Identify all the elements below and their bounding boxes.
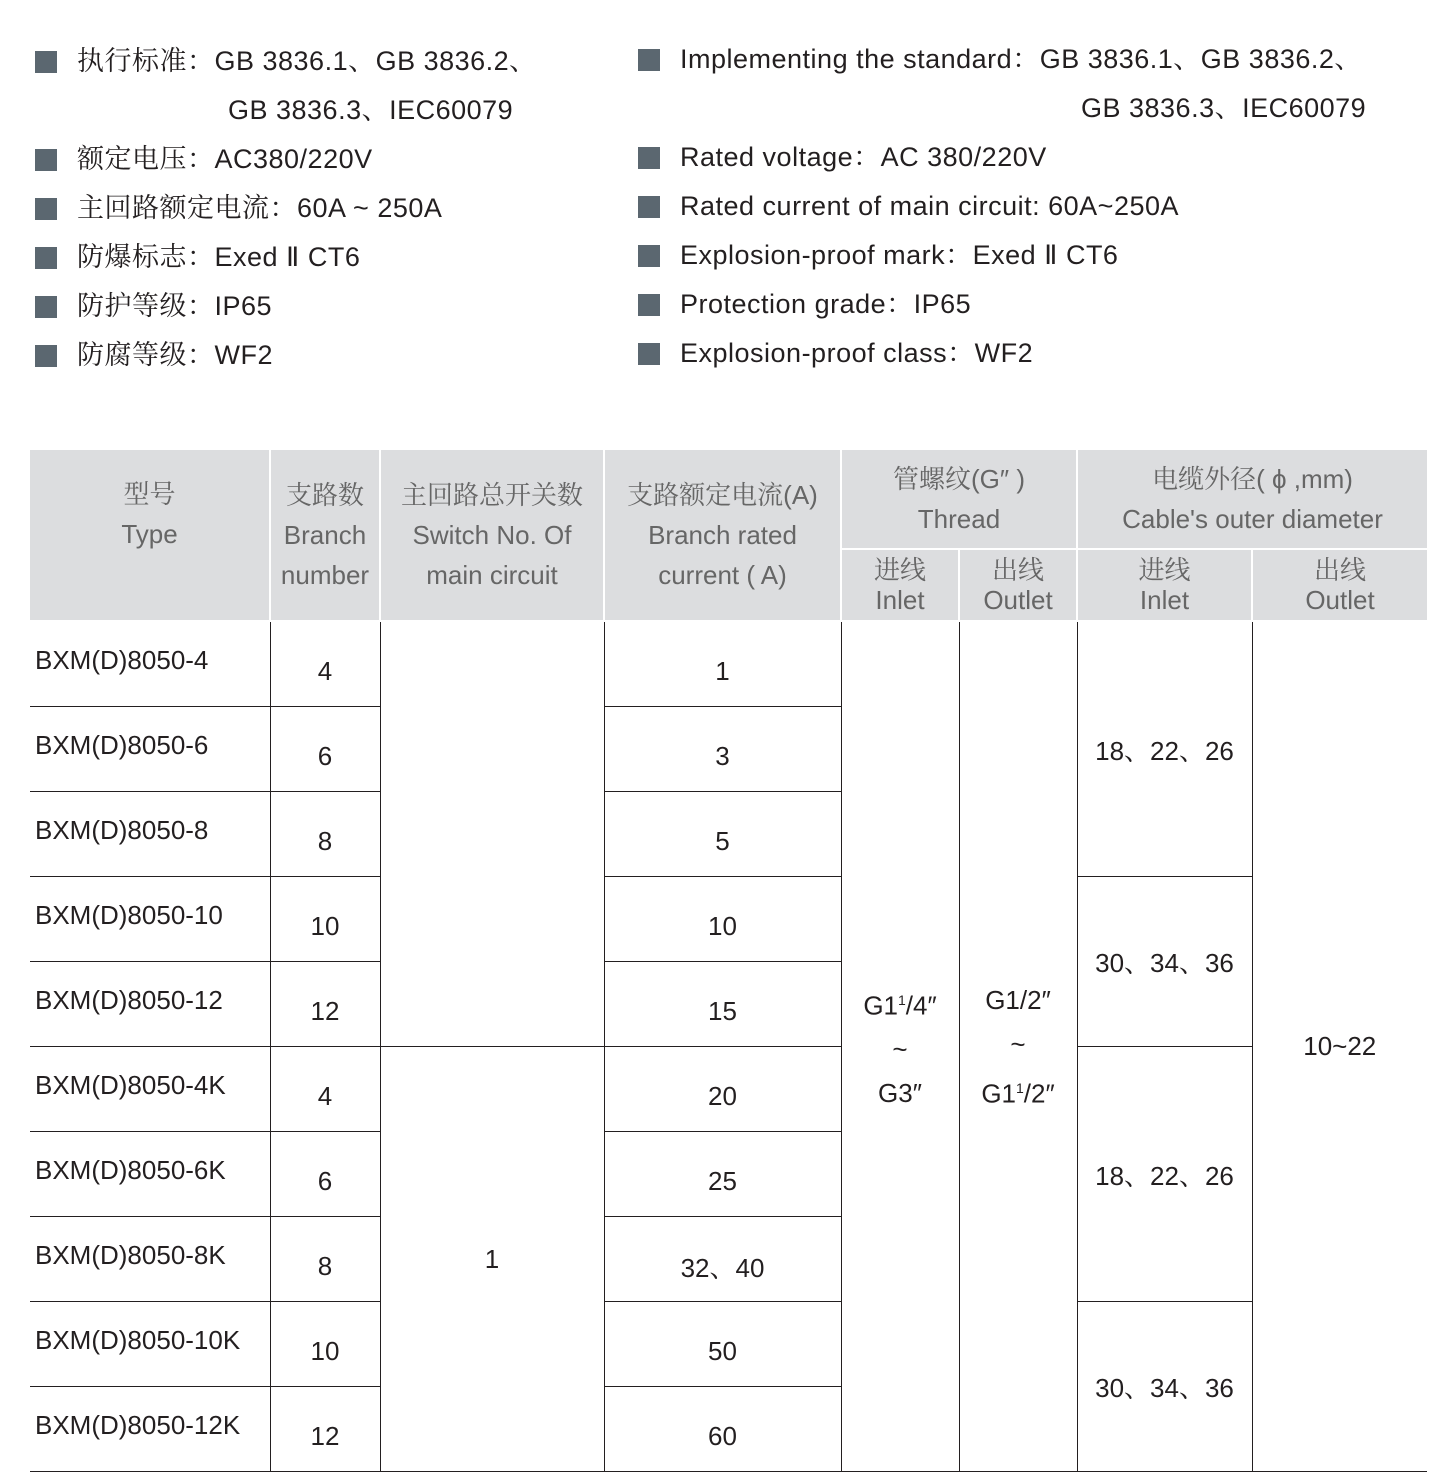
spec-voltage-en: Rated voltage：AC 380/220V <box>680 142 1047 172</box>
cell-switch-empty <box>380 621 604 1047</box>
spec-standard-en-cont: GB 3836.3、IEC60079 <box>1081 93 1367 123</box>
bullet-icon <box>35 296 57 318</box>
cell-branch: 8 <box>270 792 380 877</box>
bullet-icon <box>638 245 660 267</box>
cell-current: 10 <box>604 877 841 962</box>
bullet-icon <box>638 343 660 365</box>
spec-protection-cn: 防护等级：IP65 <box>77 291 273 321</box>
cell-type: BXM(D)8050-8K <box>30 1217 270 1302</box>
header-cable-inlet: 进线 Inlet <box>1077 549 1252 621</box>
cell-type: BXM(D)8050-12 <box>30 962 270 1047</box>
table-row <box>30 877 1427 962</box>
cell-current: 5 <box>604 792 841 877</box>
table-row <box>30 1047 1427 1132</box>
cell-branch: 4 <box>270 621 380 707</box>
bullet-icon <box>35 51 57 73</box>
header-switch: 主回路总开关数 Switch No. Of main circuit <box>380 449 604 621</box>
bullet-icon <box>35 345 57 367</box>
spec-current-en: Rated current of main circuit: 60A~250A <box>680 191 1180 221</box>
cell-current: 1 <box>604 621 841 707</box>
table-row <box>30 621 1427 707</box>
cell-current: 50 <box>604 1302 841 1387</box>
cell-type: BXM(D)8050-4 <box>30 621 270 707</box>
cell-current: 3 <box>604 707 841 792</box>
cell-branch: 6 <box>270 1132 380 1217</box>
header-cable-outlet: 出线 Outlet <box>1252 549 1427 621</box>
cell-branch: 6 <box>270 707 380 792</box>
header-thread-inlet: 进线 Inlet <box>841 549 959 621</box>
header-thread-outlet: 出线 Outlet <box>959 549 1077 621</box>
bullet-icon <box>35 149 57 171</box>
bullet-icon <box>35 247 57 269</box>
bullet-icon <box>638 147 660 169</box>
cell-branch: 12 <box>270 962 380 1047</box>
spec-mark-en: Explosion-proof mark：Exed Ⅱ CT6 <box>680 240 1119 270</box>
bullet-icon <box>638 49 660 71</box>
cell-type: BXM(D)8050-4K <box>30 1047 270 1132</box>
spec-voltage-cn: 额定电压：AC380/220V <box>77 144 373 174</box>
cell-current: 60 <box>604 1387 841 1472</box>
cell-type: BXM(D)8050-10 <box>30 877 270 962</box>
cell-cable-inlet: 30、34、36 <box>1077 1302 1252 1472</box>
cell-branch: 8 <box>270 1217 380 1302</box>
header-cable: 电缆外径( ϕ ,mm) Cable's outer diameter <box>1077 449 1427 549</box>
cell-branch: 4 <box>270 1047 380 1132</box>
table-row <box>30 1302 1427 1387</box>
cell-branch: 10 <box>270 1302 380 1387</box>
cell-type: BXM(D)8050-8 <box>30 792 270 877</box>
header-branch: 支路数 Branch number <box>270 449 380 621</box>
header-thread: 管螺纹(G″ ) Thread <box>841 449 1077 549</box>
cell-current: 20 <box>604 1047 841 1132</box>
cell-cable-inlet: 18、22、26 <box>1077 1047 1252 1302</box>
cell-current: 25 <box>604 1132 841 1217</box>
cell-current: 32、40 <box>604 1217 841 1302</box>
cell-type: BXM(D)8050-10K <box>30 1302 270 1387</box>
spec-standard-cn-cont: GB 3836.3、IEC60079 <box>228 95 514 125</box>
spec-class-en: Explosion-proof class：WF2 <box>680 338 1034 368</box>
cell-branch: 10 <box>270 877 380 962</box>
cell-type: BXM(D)8050-6K <box>30 1132 270 1217</box>
spec-mark-cn: 防爆标志：Exed Ⅱ CT6 <box>77 242 361 272</box>
cell-switch: 1 <box>380 1047 604 1472</box>
spec-standard-cn: 执行标准：GB 3836.1、GB 3836.2、 <box>77 46 537 76</box>
cell-branch: 12 <box>270 1387 380 1472</box>
cell-cable-inlet: 18、22、26 <box>1077 621 1252 877</box>
spec-anticorrosion-cn: 防腐等级：WF2 <box>77 340 273 370</box>
spec-current-cn: 主回路额定电流：60A ~ 250A <box>77 193 443 223</box>
spec-standard-en: Implementing the standard：GB 3836.1、GB 3836.2、 <box>680 44 1362 74</box>
bullet-icon <box>638 294 660 316</box>
bullet-icon <box>35 198 57 220</box>
spec-protection-en: Protection grade：IP65 <box>680 289 972 319</box>
cell-thread-inlet: $G1^1/4''$ ~ G3″ <box>841 621 959 1472</box>
cell-type: BXM(D)8050-6 <box>30 707 270 792</box>
header-type: 型号 Type <box>30 449 270 621</box>
cell-thread-outlet: G1/2″ ~ $G1^1/2''$ <box>959 621 1077 1472</box>
spec-table <box>30 448 1427 1472</box>
cell-type: BXM(D)8050-12K <box>30 1387 270 1472</box>
header-current: 支路额定电流(A) Branch rated current ( A) <box>604 449 841 621</box>
bullet-icon <box>638 196 660 218</box>
cell-current: 15 <box>604 962 841 1047</box>
cell-cable-outlet: 10~22 <box>1252 621 1427 1472</box>
cell-cable-inlet: 30、34、36 <box>1077 877 1252 1047</box>
